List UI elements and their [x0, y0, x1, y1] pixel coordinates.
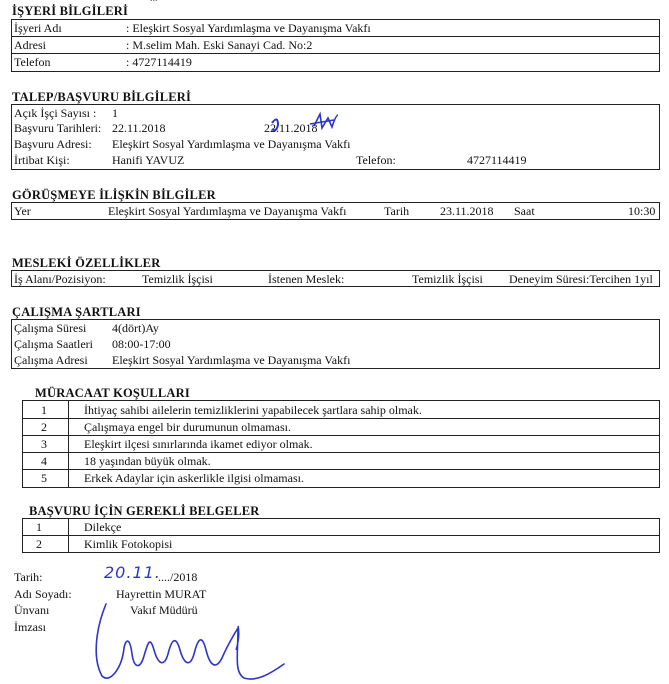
calisma-label-sure: Çalışma Süresi [14, 321, 87, 335]
talep-value-tarih-start: 22.11.2018 [112, 121, 166, 135]
calisma-label-saatleri: Çalışma Saatleri [14, 337, 93, 351]
mesleki-value-alan: Temizlik İşçisi [142, 272, 213, 286]
header-fragment [150, 0, 158, 4]
isyeri-value-adres: : M.selim Mah. Eski Sanayi Cad. No:2 [126, 38, 313, 52]
belgeler-text-2: Kimlik Fotokopisi [84, 537, 173, 551]
mesleki-label-alan: İş Alanı/Pozisiyon: [14, 272, 106, 286]
isyeri-value-telefon: : 4727114419 [126, 55, 192, 69]
mesleki-label-meslek: İstenen Meslek: [268, 272, 345, 286]
muracaat-text-5: Erkek Adaylar için askerlikle ilgisi olmaması. [84, 471, 304, 485]
imza-tarih-rest: ..../2018 [158, 570, 198, 584]
gorusme-label-saat: Saat [514, 204, 535, 218]
gorusme-value-saat: 10:30 [628, 204, 656, 218]
signature-image [88, 598, 288, 684]
belgeler-no-2: 2 [36, 537, 42, 551]
belgeler-no-1: 1 [36, 520, 42, 534]
section-title-belgeler: BAŞVURU İÇİN GEREKLİ BELGELER [29, 504, 260, 518]
section-title-muracaat: MÜRACAAT KOŞULLARI [35, 386, 190, 400]
isyeri-label-adres: Adresi [14, 38, 46, 52]
talep-value-telefon: 4727114419 [467, 153, 527, 167]
gorusme-value-yer: Eleşkirt Sosyal Yardımlaşma ve Dayanışma Vakfı [108, 204, 347, 218]
section-title-talep: TALEP/BAŞVURU BİLGİLERİ [12, 90, 192, 104]
isyeri-label-telefon: Telefon [14, 55, 51, 69]
gorusme-value-tarih: 23.11.2018 [440, 204, 494, 218]
section-title-gorusme: GÖRÜŞMEYE İLİŞKİN BİLGİLER [12, 188, 216, 202]
calisma-label-adres: Çalışma Adresi [14, 353, 88, 367]
section-title-calisma: ÇALIŞMA ŞARTLARI [12, 305, 141, 319]
muracaat-no-3: 3 [41, 437, 47, 451]
talep-value-adres: Eleşkirt Sosyal Yardımlaşma ve Dayanışma Vakfı [112, 137, 351, 151]
gorusme-label-yer: Yer [14, 204, 31, 218]
handwritten-initials [266, 110, 342, 136]
talep-label-adres: Başvuru Adresi: [14, 137, 92, 151]
calisma-value-adres: Eleşkirt Sosyal Yardımlaşma ve Dayanışma Vakfı [112, 353, 351, 367]
section-title-isyeri: İŞYERİ BİLGİLERİ [12, 4, 129, 18]
muracaat-text-1: İhtiyaç sahibi ailelerin temizliklerini yapabilecek şartlara sahip olmak. [84, 403, 422, 417]
muracaat-no-4: 4 [41, 454, 47, 468]
talep-value-tarih-end: 22.11.2018 [264, 121, 318, 135]
imza-label-unvan: Ünvanı [14, 603, 50, 617]
muracaat-no-2: 2 [41, 420, 47, 434]
muracaat-text-2: Çalışmaya engel bir durumunun olmaması. [84, 420, 291, 434]
imza-label-ad: Adı Soyadı: [14, 587, 72, 601]
imza-label-tarih: Tarih: [14, 570, 43, 584]
talep-value-acik: 1 [112, 106, 118, 120]
imza-tarih-handwritten: 20.11. [104, 563, 161, 582]
imza-label-imzasi: İmzası [14, 620, 46, 634]
isyeri-value-ad: : Eleşkirt Sosyal Yardımlaşma ve Dayanışma Vakfı [126, 21, 371, 35]
talep-label-telefon: Telefon: [356, 153, 396, 167]
section-title-mesleki: MESLEKİ ÖZELLİKLER [12, 256, 161, 270]
talep-label-tarih: Başvuru Tarihleri: [14, 121, 102, 135]
gorusme-label-tarih: Tarih [384, 204, 410, 218]
talep-label-irtibat: İrtibat Kişi: [14, 153, 70, 167]
talep-label-acik: Açık İşçi Sayısı : [14, 106, 97, 120]
mesleki-value-meslek: Temizlik İşçisi [412, 272, 483, 286]
mesleki-deneyim: Deneyim Süresi:Tercihen 1yıl [509, 272, 653, 286]
calisma-value-sure: 4(dört)Ay [112, 321, 159, 335]
belgeler-text-1: Dilekçe [84, 520, 122, 534]
imza-value-ad: Hayrettin MURAT [116, 587, 207, 601]
imza-value-unvan: Vakıf Müdürü [130, 603, 198, 617]
muracaat-text-3: Eleşkirt ilçesi sınırlarında ikamet ediyor olmak. [84, 437, 313, 451]
muracaat-no-5: 5 [41, 471, 47, 485]
calisma-value-saatleri: 08:00-17:00 [112, 337, 171, 351]
talep-value-irtibat: Hanifi YAVUZ [112, 153, 185, 167]
muracaat-text-4: 18 yaşından büyük olmak. [84, 454, 211, 468]
muracaat-no-1: 1 [41, 403, 47, 417]
isyeri-label-ad: İşyeri Adı [14, 21, 62, 35]
